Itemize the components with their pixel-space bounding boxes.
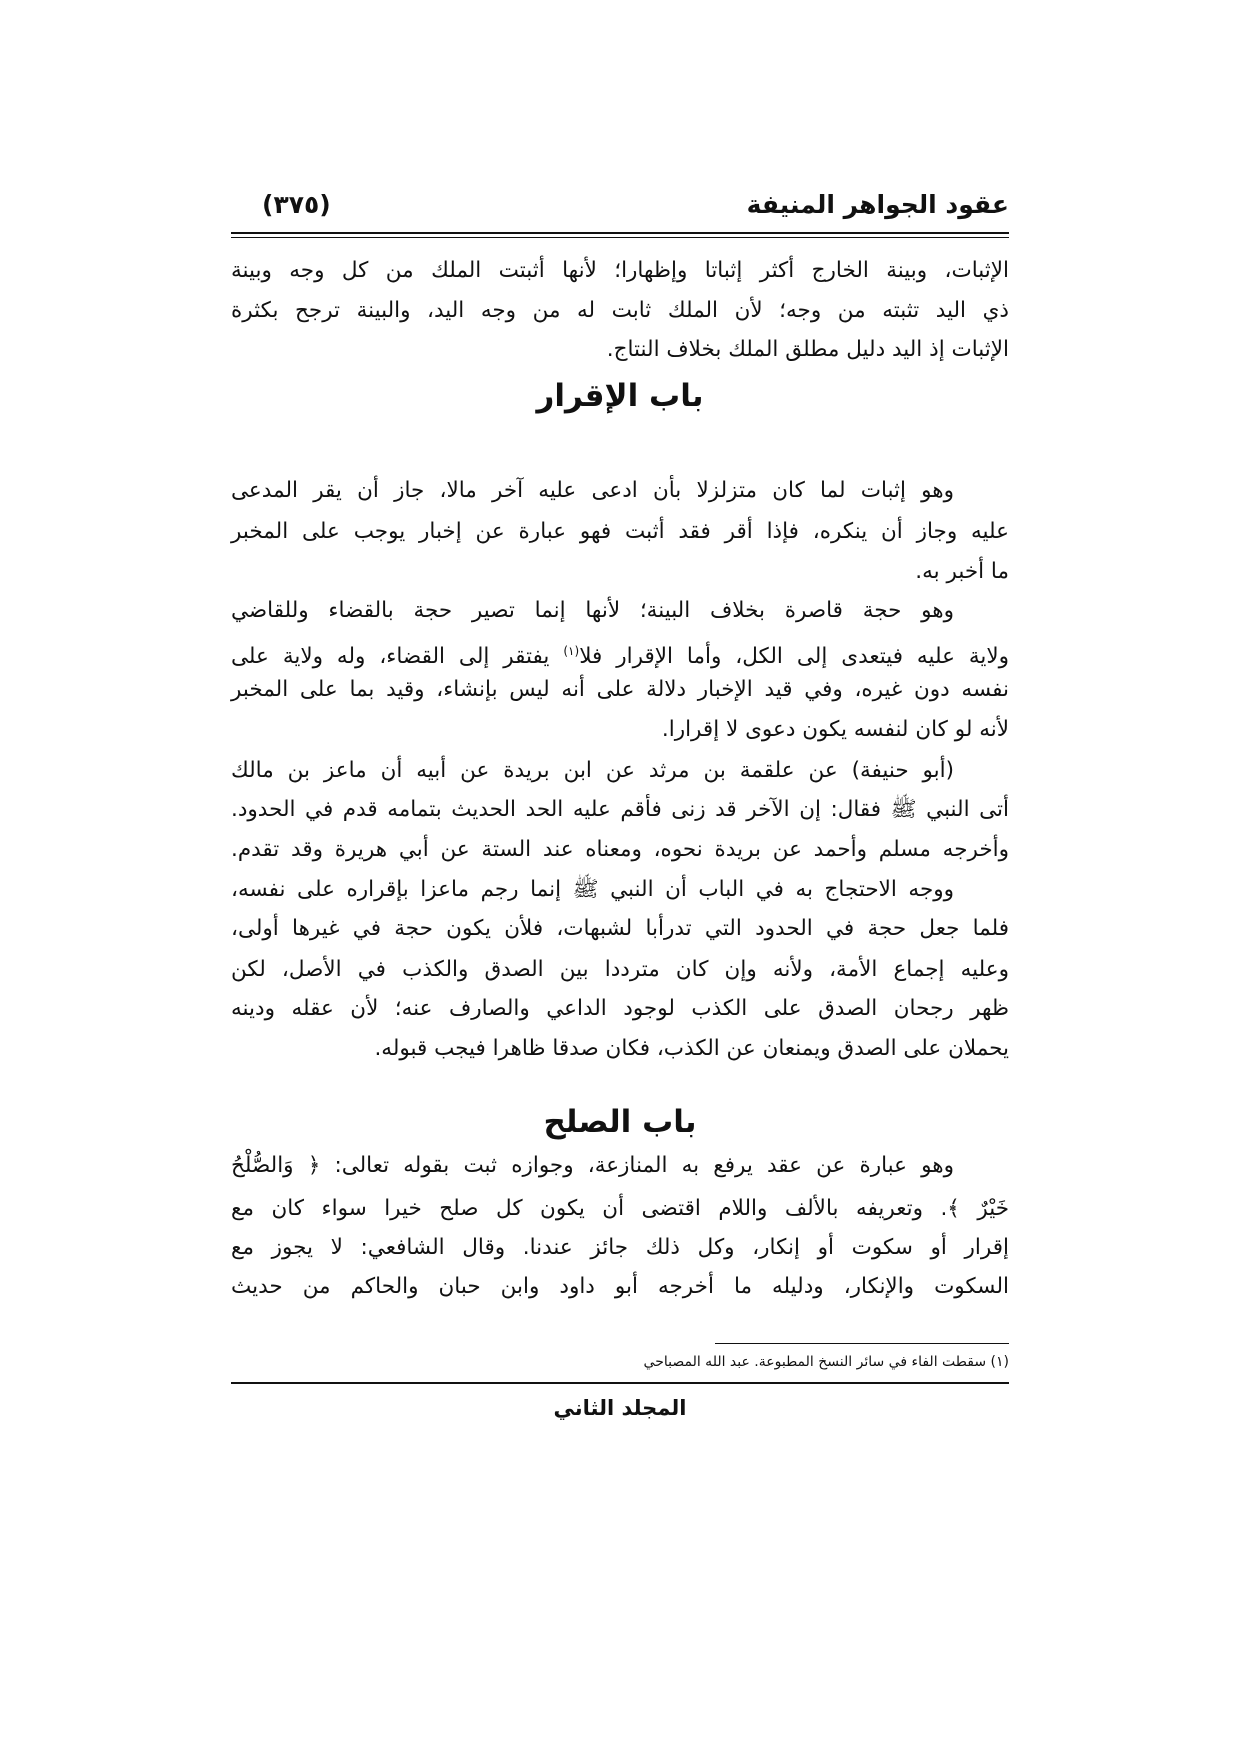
text-line: وهو إثبات لما كان متزلزلا بأن ادعى عليه آخر مالا، جاز أن يقر المدعى [231,478,954,503]
text-line: وأخرجه مسلم وأحمد عن بريدة نحوه، ومعناه عند الستة عن أبي هريرة وقد تقدم. [231,837,1009,862]
footer-rule [231,1382,1009,1384]
text-line: الإثبات، وبينة الخارج أكثر إثباتا وإظهارا؛ لأنها أثبتت الملك من كل وجه وبينة [231,258,1009,283]
text-line: وعليه إجماع الأمة، ولأنه وإن كان مترددا بين الصدق والكذب في الأصل، لكن [231,957,1009,982]
text-line: السكوت والإنكار، ودليله ما أخرجه أبو داود وابن حبان والحاكم من حديث [231,1274,1009,1299]
text-line: ما أخبر به. [915,559,1009,584]
footnote: (١) سقطت الفاء في سائر النسخ المطبوعة. عبد الله المصباحي [643,1354,1009,1370]
volume-label: المجلد الثاني [553,1396,687,1420]
text-line: ذي اليد تثبته من وجه؛ لأن الملك ثابت له من وجه اليد، والبينة ترجح بكثرة [231,298,1009,323]
text-line: عليه وجاز أن ينكره، فإذا أقر فقد أثبت فهو عبارة عن إخبار يوجب على المخبر [231,519,1009,544]
text-line: إقرار أو سكوت أو إنكار، وكل ذلك جائز عندنا. وقال الشافعي: لا يجوز مع [231,1235,1009,1260]
text-line: نفسه دون غيره، وفي قيد الإخبار دلالة على أنه ليس بإنشاء، وقيد بما على المخبر [231,677,1009,702]
book-title: عقود الجواهر المنيفة [746,190,1009,219]
text-line: الإثبات إذ اليد دليل مطلق الملك بخلاف النتاج. [606,337,1009,362]
header-rule-top [231,232,1009,234]
text-line: خَيْرٌ ﴾. وتعريفه بالألف واللام اقتضى أن يكون كل صلح خيرا سواء كان مع [231,1196,1009,1221]
page-number: (٣٧٥) [262,190,331,219]
text-line: وهو عبارة عن عقد يرفع به المنازعة، وجوازه ثبت بقوله تعالى: ﴿ وَالصُّلْحُ [231,1153,954,1178]
text-line: ووجه الاحتجاج به في الباب أن النبي ﷺ إنما رجم ماعزا بإقراره على نفسه، [231,877,954,902]
text-segment: ولاية عليه فيتعدى إلى الكل، وأما الإقرار فلا [579,644,1009,670]
text-line: وهو حجة قاصرة بخلاف البينة؛ لأنها إنما تصير حجة بالقضاء وللقاضي [231,598,954,623]
section-heading-sulh: باب الصلح [543,1104,697,1140]
text-line: فلما جعل حجة في الحدود التي تدرأبا لشبهات، فلأن يكون حجة في غيرها أولى، [231,916,1009,941]
text-line: ظهر رجحان الصدق على الكذب لوجود الداعي والصارف عنه؛ لأن عقله ودينه [231,996,1009,1021]
header-rule-bottom [231,237,1009,238]
text-line: لأنه لو كان لنفسه يكون دعوى لا إقرارا. [661,717,1009,742]
text-line: أتى النبي ﷺ فقال: إن الآخر قد زنى فأقم عليه الحد الحديث بتمامه قدم في الحدود. [231,797,1009,822]
text-segment: يفتقر إلى القضاء، وله ولاية على [231,644,550,670]
section-heading-iqrar: باب الإقرار [536,378,704,414]
text-line: (أبو حنيفة) عن علقمة بن مرثد عن ابن بريدة عن أبيه أن ماعز بن مالك [231,758,954,783]
text-line [231,636,1009,672]
text-line: يحملان على الصدق ويمنعان عن الكذب، فكان صدقا ظاهرا فيجب قبوله. [374,1036,1009,1061]
footnote-ref[interactable]: (١) [563,644,580,658]
footnote-separator [715,1343,1009,1344]
